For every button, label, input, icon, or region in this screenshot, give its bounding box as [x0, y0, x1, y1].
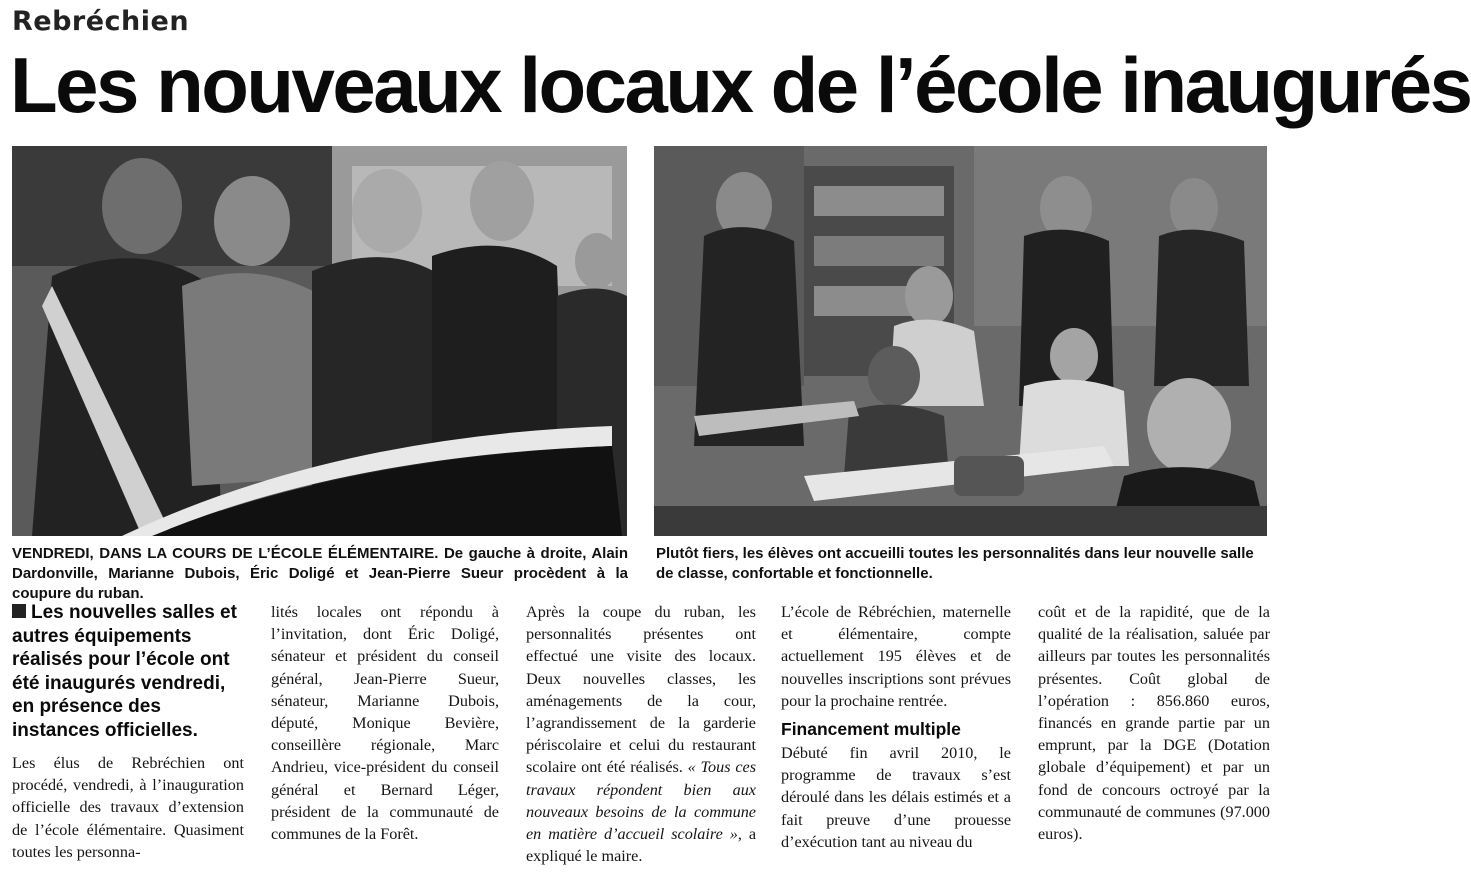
article-column-1	[12, 601, 244, 863]
subhead-financement: Financement multiple	[781, 719, 961, 740]
ribbon-cutting-photo	[12, 146, 627, 536]
column-3-text-a: Après la coupe du ruban, les personnalités présentes ont effectué une visite des locaux. Deux nouvelles classes, les aménagements de la cour, l’agrandissement de la garderie périscolaire et celui du restaurant scolaire ont été réalisés.	[526, 603, 756, 777]
column-3-text-b: , a expliqué le maire.	[526, 825, 756, 866]
article-column-5	[1038, 601, 1270, 845]
article-kicker: Rebréchien	[12, 6, 190, 37]
article-column-3	[526, 601, 756, 867]
article-lede	[12, 601, 244, 742]
caption-classroom: Plutôt fiers, les élèves ont accueilli toutes les personnalités dans leur nouvelle salle de classe, confortable et fonctionnelle.	[656, 545, 1254, 582]
mayor-quote: « Tous ces travaux répondent bien aux nouveaux besoins de la commune en matière d’accueil scolaire »	[526, 758, 756, 844]
square-bullet-icon	[12, 604, 26, 618]
column-3-text	[526, 601, 756, 867]
column-4-text-b: Débuté fin avril 2010, le programme de travaux s’est déroulé dans les délais estimés et a fait preuve d’une prouesse d’exécution tant au niveau du	[781, 744, 1011, 851]
article-column-4	[781, 601, 1011, 853]
caption-text: De gauche à droite, Alain Dardonville, Marianne Dubois, Éric Doligé et Jean-Pierre Sueur procèdent à la coupure du ruban.	[12, 545, 628, 602]
caption-ribbon-cutting	[12, 544, 628, 604]
article-column-2	[271, 601, 499, 845]
column-5-text: coût et de la rapidité, que de la qualité de la réalisation, saluée par ailleurs par toutes les personnalités présentes. Coût global de l’opération : 856.860 euros, financés en grande partie par un emprunt, par la DGE (Dotation globale d’équipement) et par un fond de concours octroyé par la communauté de communes (97.000 euros).	[1038, 603, 1270, 844]
classroom-photo	[654, 146, 1267, 536]
article-lede-text: Les nouvelles salles et autres équipements réalisés pour l’école ont été inaugurés vendredi, en présence des instances officielles.	[12, 602, 237, 741]
column-1-text: Les élus de Rebréchien ont procédé, vendredi, à l’inauguration officielle des travaux d’extension de l’école élémentaire. Quasiment toutes les personna-	[12, 754, 244, 861]
column-2-text: lités locales ont répondu à l’invitation, dont Éric Doligé, sénateur et président du conseil général, Jean-Pierre Sueur, sénateur, Marianne Dubois, député, Monique Bevière, conseillère régionale, Marc Andrieu, vice-président du conseil général et Bernard Léger, président de la communauté de communes de la Forêt.	[271, 603, 499, 844]
caption-lead: VENDREDI, DANS LA COURS DE L’ÉCOLE ÉLÉMENTAIRE.	[12, 545, 439, 562]
article-headline: Les nouveaux locaux de l’école inaugurés	[10, 41, 1471, 129]
column-4-text-a: L’école de Rébréchien, maternelle et élémentaire, compte actuellement 195 élèves et de nouvelles inscriptions sont prévues pour la prochaine rentrée.	[781, 603, 1011, 710]
